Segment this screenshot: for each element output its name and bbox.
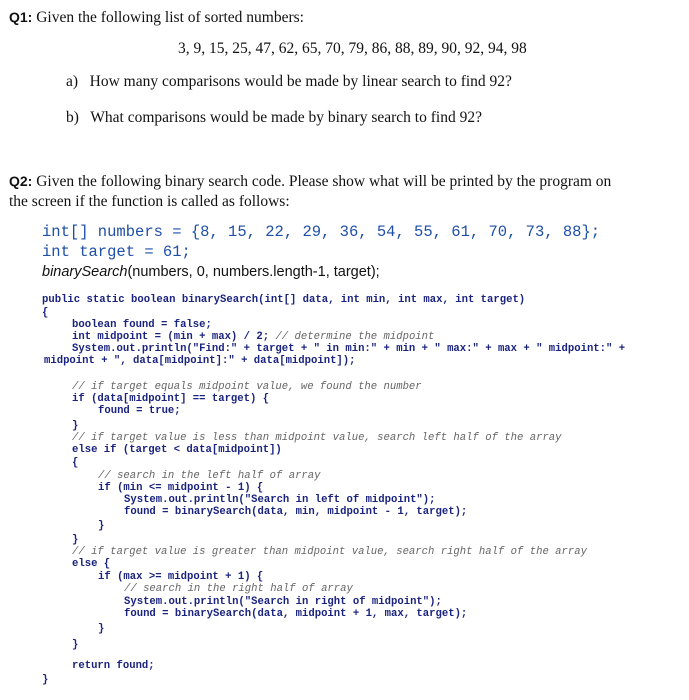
comment-target-greater: // if target value is greater than midpoint value, search right half of the array [72,546,587,558]
code-found-true: found = true; [98,405,181,417]
comment-target-equals: // if target equals midpoint value, we found the number [72,381,422,393]
q1-part-b: b) What comparisons would be made by binary search to find 92? [66,109,482,126]
code-midpoint-line [72,331,434,343]
code-signature: public static boolean binarySearch(int[] data, int min, int max, int target) [42,294,526,306]
code-close-else-if: } [72,534,79,546]
code-if-max: if (max >= midpoint + 1) { [98,571,264,583]
code-midpoint-comment: // determine the midpoint [275,331,435,343]
comment-search-right: // search in the right half of array [124,583,353,595]
code-close-else: } [72,639,79,651]
q1-number-list: 3, 9, 15, 25, 47, 62, 65, 70, 79, 86, 88, 89, 90, 92, 94, 98 [178,40,527,57]
comment-search-left: // search in the left half of array [98,470,321,482]
comment-target-less: // if target value is less than midpoint value, search left half of the array [72,432,562,444]
q2-numbers-declaration: int[] numbers = {8, 15, 22, 29, 36, 54, 55, 61, 70, 73, 88}; [42,223,601,241]
code-close-if-equal: } [72,420,79,432]
call-function-name: binarySearch [42,264,128,280]
code-print-find-line2: midpoint + ", data[midpoint]:" + data[midpoint]); [44,355,356,367]
code-open-else-if: { [72,457,79,469]
q2-function-call [42,264,380,280]
q2-label: Q2: [9,173,33,189]
code-close-method: } [42,674,49,686]
code-else-if-less: else if (target < data[midpoint]) [72,444,282,456]
code-midpoint: int midpoint = (min + max) / 2; [72,331,270,343]
code-print-find-line1: System.out.println("Find:" + target + " in min:" + min + " max:" + max + " midpoint:" + [72,343,626,355]
code-if-min: if (min <= midpoint - 1) { [98,482,264,494]
code-close-if-max: } [98,623,105,635]
q1-prompt: Given the following list of sorted numbers: [36,9,304,26]
q2-prompt-line2: the screen if the function is called as follows: [9,193,290,210]
q1-heading [9,9,304,27]
q1-label: Q1: [9,9,33,25]
code-print-left: System.out.println("Search in left of midpoint"); [124,494,436,506]
code-open-brace: { [42,307,49,319]
code-if-equal: if (data[midpoint] == target) { [72,393,270,405]
code-print-right: System.out.println("Search in right of midpoint"); [124,596,442,608]
q1-part-a: a) How many comparisons would be made by linear search to find 92? [66,73,512,90]
code-else: else { [72,558,111,570]
code-return: return found; [72,660,155,672]
q2-heading [9,173,611,191]
q2-prompt-line1: Given the following binary search code. Please show what will be printed by the program on [36,173,612,190]
code-found-right: found = binarySearch(data, midpoint + 1, max, target); [124,608,468,620]
q2-target-declaration: int target = 61; [42,243,191,261]
code-close-if-min: } [98,520,105,532]
code-found-left: found = binarySearch(data, min, midpoint - 1, target); [124,506,468,518]
code-found-declaration: boolean found = false; [72,319,212,331]
call-arguments: (numbers, 0, numbers.length-1, target); [127,264,380,280]
